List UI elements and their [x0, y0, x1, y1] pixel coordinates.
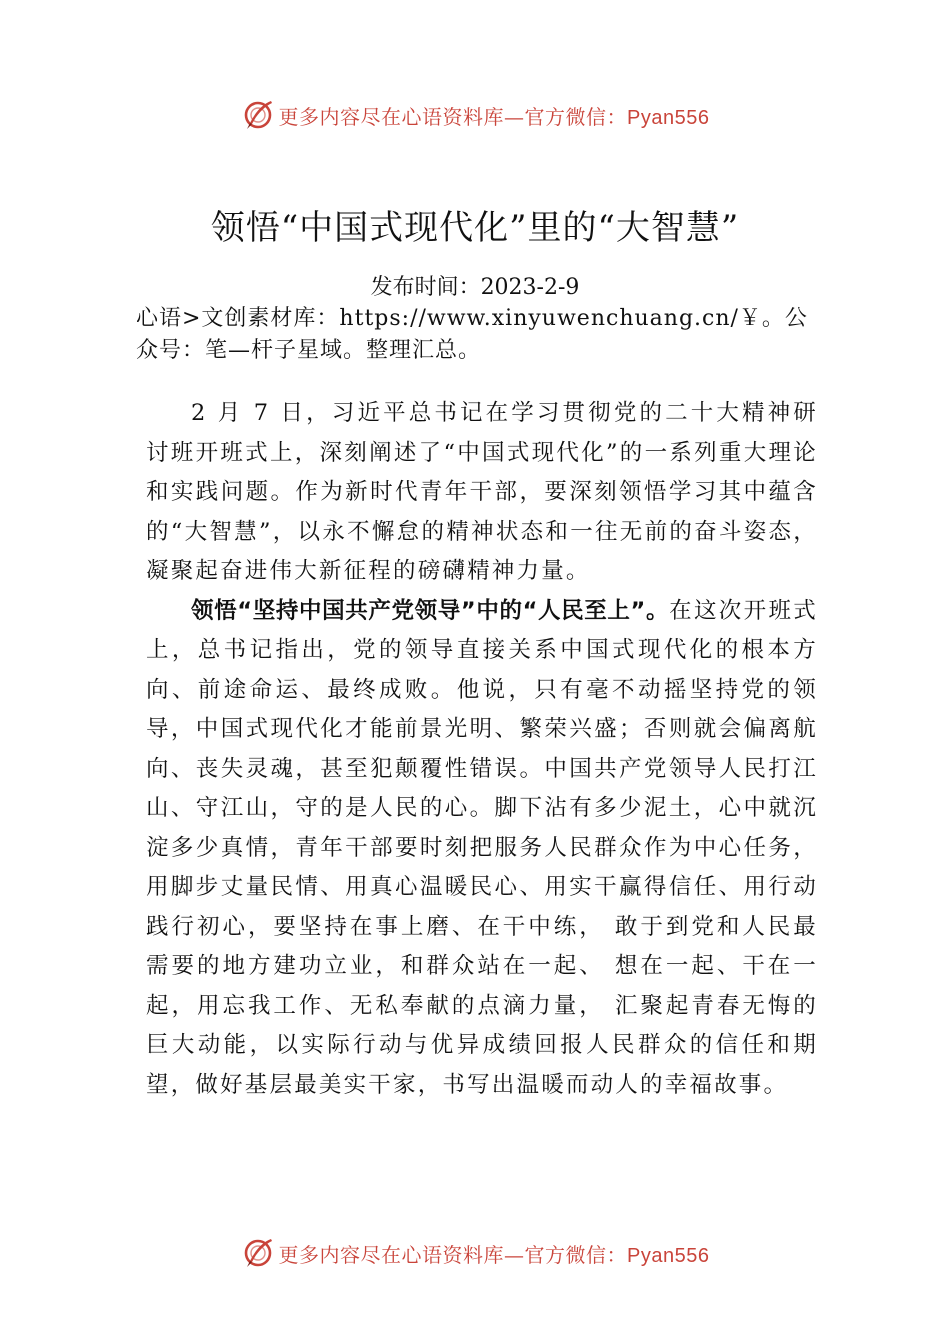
- quill-pen-icon: [241, 98, 275, 132]
- publish-date: 发布时间：2023-2-9: [370, 275, 580, 300]
- paragraph-2-body: 在这次开班式上，总书记指出，党的领导直接关系中国式现代化的根本方向、前途命运、最终成败。他说，只有毫不动摇坚持党的领导，中国式现代化才能前景光明、繁荣兴盛；否则就会偏离航向、丧失灵魂，甚至犯颠覆性错误。中国共产党领导人民打江山、守江山，守的是人民的心。脚下沾有多少泥土，心中就沉淀多少真情，青年干部要时刻把服务人民群众作为中心任务，用脚步丈量民情、用真心温暖民心、用实干赢得信任、用行动践行初心，要坚持在事上磨、在干中练， 敢于到党和人民最需要的地方建功立业，和群众站在一起、 想在一起、干在一起，用忘我工作、无私奉献的点滴力量， 汇聚起青春无悔的巨大动能，以实际行动与优异成绩回报人民群众的信任和期望，做好基层最美实干家，书写出温暖而动人的幸福故事。: [146, 597, 818, 1098]
- paragraph-1: 2 月 7 日，习近平总书记在学习贯彻党的二十大精神研讨班开班式上，深刻阐述了“中国式现代化”的一系列重大理论和实践问题。作为新时代青年干部，要深刻领悟学习其中蕴含的“大智慧”，以永不懈怠的精神状态和一往无前的奋斗姿态，凝聚起奋进伟大新征程的磅礴精神力量。: [146, 400, 818, 584]
- paragraph-2-lead: 领悟“坚持中国共产党领导”中的“人民至上”。: [191, 597, 670, 624]
- article-body: [146, 394, 818, 1105]
- article-title: 领悟“中国式现代化”里的“大智慧”: [210, 208, 740, 248]
- banner-text: 更多内容尽在心语资料库—官方微信：Pyan556: [278, 1242, 710, 1267]
- source-note: 心语>文创素材库：https://www.xinyuwenchuang.cn/￥。公众号：笔—杆子星域。整理汇总。: [136, 306, 808, 363]
- header-banner: [0, 95, 950, 135]
- wechat-id: Pyan556: [627, 106, 710, 129]
- footer-banner: [0, 1233, 950, 1273]
- paragraph-2: [146, 592, 818, 1106]
- wechat-id: Pyan556: [627, 1244, 710, 1267]
- quill-pen-icon: [241, 1236, 275, 1270]
- banner-text: 更多内容尽在心语资料库—官方微信：Pyan556: [278, 104, 710, 129]
